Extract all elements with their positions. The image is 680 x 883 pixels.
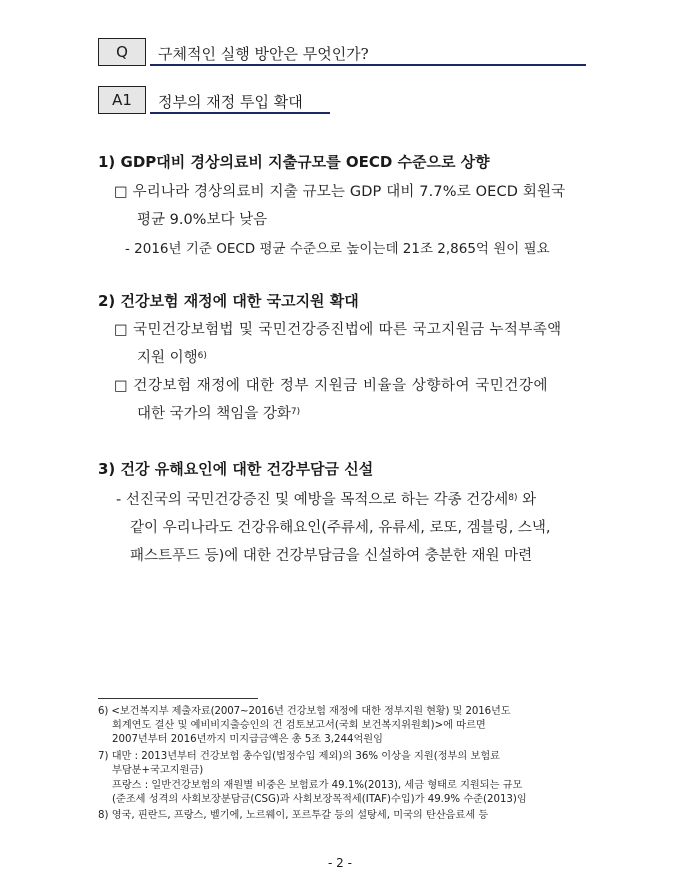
section-3-line-1-text: - 선진국의 국민건강증진 및 예방을 목적으로 하는 각종 건강세 bbox=[116, 492, 509, 508]
section-3-heading: 3) 건강 유해요인에 대한 건강부담금 신설 bbox=[98, 460, 374, 478]
section-3-line-1 bbox=[116, 488, 536, 509]
footnote-7-line-3: 프랑스 : 일반건강보험의 재원별 비중은 보험료가 49.1%(2013), 세금 형태로 지원되는 규모 bbox=[112, 780, 523, 791]
a1-tag-box bbox=[98, 86, 146, 114]
section-3-line-1-tail: 와 bbox=[522, 492, 537, 508]
section-2-line-3: □ 건강보험 재정에 대한 정부 지원금 비율을 상향하여 국민건강에 bbox=[114, 378, 549, 394]
footnote-7-line-2: 부담분+국고지원금) bbox=[112, 765, 204, 776]
section-1-line-2: 평균 9.0%보다 낮음 bbox=[137, 212, 268, 228]
footnote-ref-7: 7) bbox=[290, 407, 301, 417]
q-underline bbox=[150, 64, 586, 66]
section-2-line-2 bbox=[137, 346, 207, 367]
section-2-line-2-text: 지원 이행 bbox=[137, 350, 198, 366]
section-2-line-4 bbox=[137, 402, 300, 423]
section-3-line-3: 패스트푸드 등)에 대한 건강부담금을 신설하여 충분한 재원 마련 bbox=[130, 548, 533, 564]
footnote-7-line-4: (준조세 성격의 사회보장분담금(CSG)과 사회보장목적세(ITAF)수입)가 49.9% 수준(2013)임 bbox=[112, 794, 527, 805]
q-tag-box bbox=[98, 38, 146, 66]
q-tag: Q bbox=[116, 43, 128, 61]
section-1-heading: 1) GDP대비 경상의료비 지출규모를 OECD 수준으로 상향 bbox=[98, 153, 490, 171]
footnote-6-line-1: 6) <보건복지부 제출자료(2007~2016년 건강보험 재정에 대한 정부지원 현황) 및 2016년도 bbox=[98, 706, 511, 717]
section-2-line-1: □ 국민건강보험법 및 국민건강증진법에 따른 국고지원금 누적부족액 bbox=[114, 322, 562, 338]
section-2-heading: 2) 건강보험 재정에 대한 국고지원 확대 bbox=[98, 292, 359, 310]
section-1-line-3: - 2016년 기준 OECD 평균 수준으로 높이는데 21조 2,865억 원이 필요 bbox=[125, 241, 550, 257]
section-3-line-2: 같이 우리나라도 건강유해요인(주류세, 유류세, 로또, 겜블링, 스낵, bbox=[130, 520, 551, 536]
footnote-6-line-2: 회계연도 결산 및 예비비지출승인의 건 검토보고서(국회 보건복지위원회)>에 따르면 bbox=[112, 720, 486, 731]
footnote-6-line-3: 2007년부터 2016년까지 미지급금액은 총 5조 3,244억원임 bbox=[112, 734, 383, 745]
section-2-line-4-text: 대한 국가의 책임을 강화 bbox=[137, 406, 291, 422]
footnote-7-line-1: 7) 대만 : 2013년부터 건강보험 총수입(법정수입 제외)의 36% 이상을 지원(정부의 보험료 bbox=[98, 751, 500, 762]
q-title: 구체적인 실행 방안은 무엇인가? bbox=[158, 45, 369, 63]
footnote-ref-6: 6) bbox=[197, 351, 207, 361]
footnote-rule bbox=[98, 698, 258, 699]
section-1-line-1: □ 우리나라 경상의료비 지출 규모는 GDP 대비 7.7%로 OECD 회원국 bbox=[114, 184, 566, 200]
footnote-8-line-1: 8) 영국, 핀란드, 프랑스, 벨기에, 노르웨이, 포르투갈 등의 설탕세, 미국의 탄산음료세 등 bbox=[98, 810, 489, 821]
a1-tag: A1 bbox=[112, 91, 132, 109]
a1-title: 정부의 재정 투입 확대 bbox=[158, 93, 303, 111]
a1-underline bbox=[150, 112, 330, 114]
footnote-ref-8: 8) bbox=[508, 493, 518, 503]
page-number: - 2 - bbox=[328, 856, 352, 870]
